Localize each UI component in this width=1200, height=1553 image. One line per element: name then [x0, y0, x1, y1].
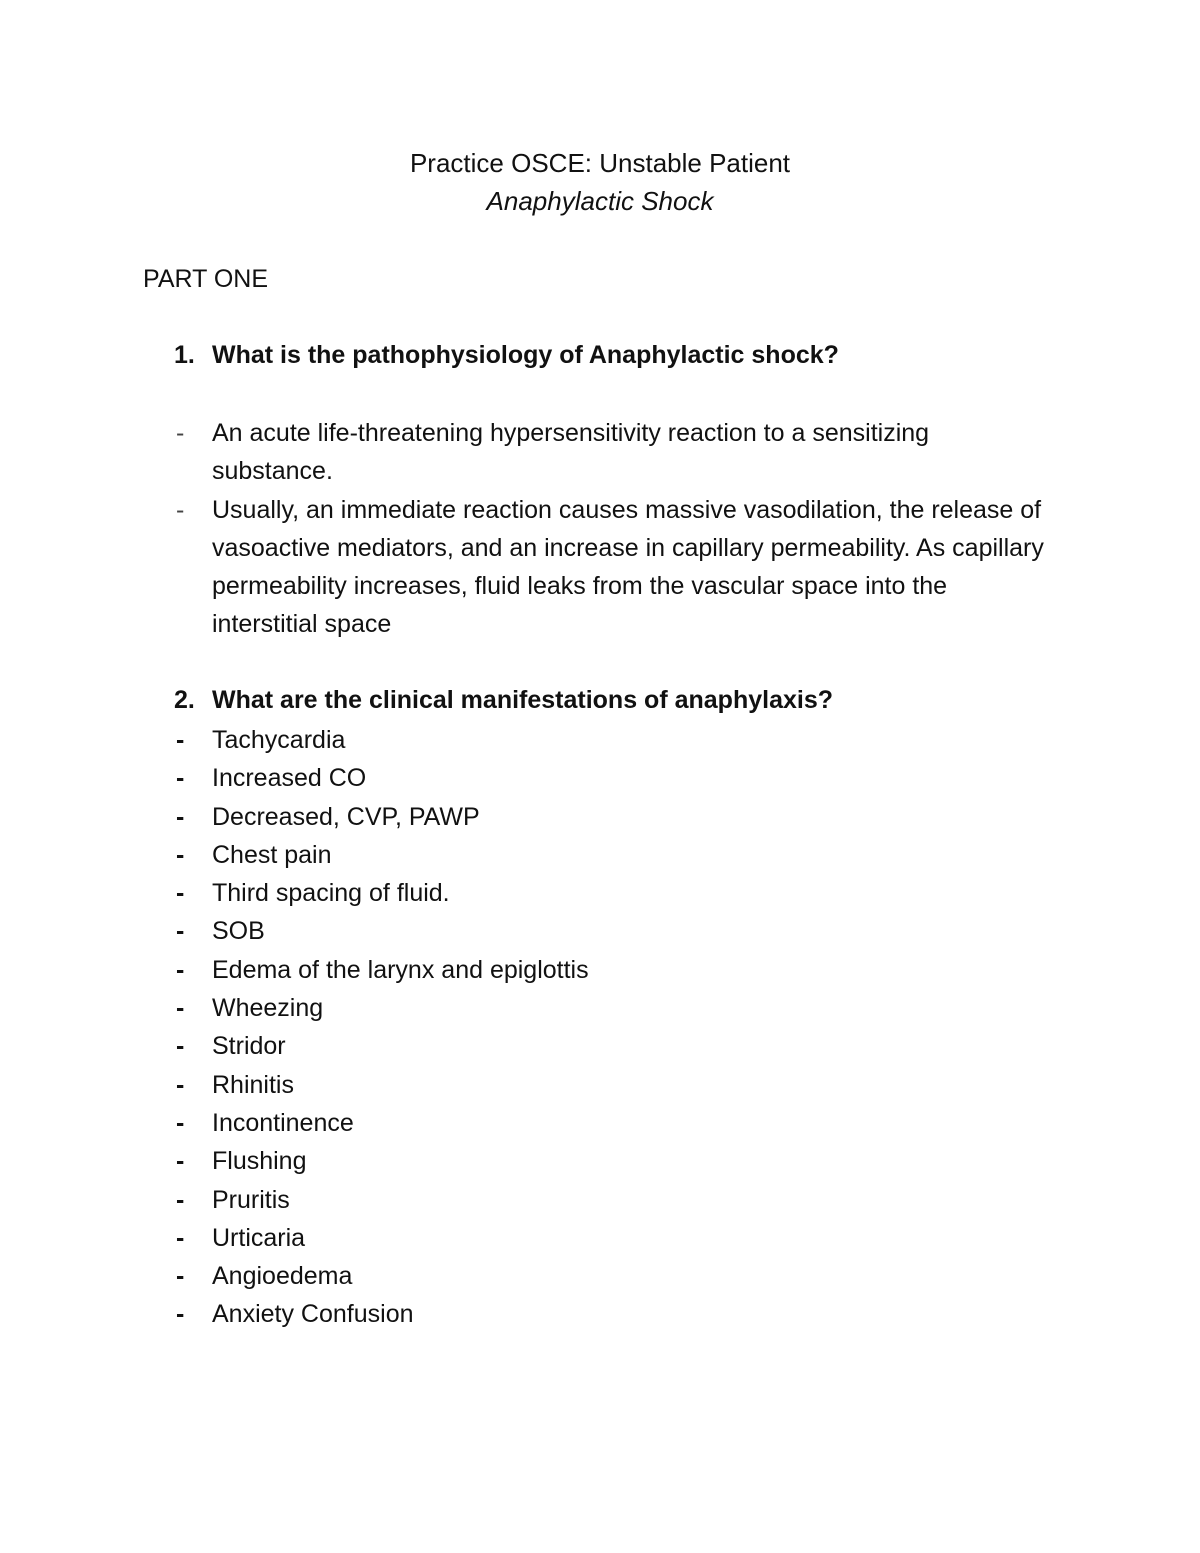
bullet-dash: -: [176, 1070, 185, 1099]
list-item: [174, 836, 589, 874]
list-item: [174, 721, 589, 759]
answer-text: Flushing: [212, 1147, 307, 1176]
question-2-number: 2.: [174, 686, 195, 714]
bullet-dash: -: [176, 879, 185, 908]
list-item: [174, 1142, 589, 1180]
question-1-text: What is the pathophysiology of Anaphylactic shock?: [212, 341, 839, 369]
list-item: [174, 798, 589, 836]
answer-text: Urticaria: [212, 1223, 306, 1252]
list-item: [174, 491, 1054, 644]
answer-text: Anxiety Confusion: [212, 1300, 414, 1329]
answer-text: Chest pain: [212, 840, 332, 869]
list-item: [174, 1104, 589, 1142]
bullet-dash: -: [176, 1262, 185, 1291]
question-2-answers: [174, 721, 589, 1334]
answer-text: Stridor: [212, 1032, 286, 1061]
answer-text: Pruritis: [212, 1185, 290, 1214]
bullet-dash: -: [176, 917, 185, 946]
list-item: [174, 759, 589, 797]
bullet-dash: -: [176, 1185, 185, 1214]
bullet-dash: -: [176, 802, 185, 831]
answer-text: SOB: [212, 917, 265, 946]
list-item: [174, 874, 589, 912]
question-2: [174, 683, 833, 717]
answer-text: Decreased, CVP, PAWP: [212, 802, 480, 831]
answer-text: Edema of the larynx and epiglottis: [212, 955, 589, 984]
list-item: [174, 1066, 589, 1104]
answer-text: Incontinence: [212, 1108, 354, 1137]
answer-text: Angioedema: [212, 1262, 353, 1291]
bullet-dash: -: [176, 764, 185, 793]
bullet-dash: -: [176, 1032, 185, 1061]
list-item: [174, 951, 589, 989]
bullet-dash: -: [176, 994, 185, 1023]
question-1-number: 1.: [174, 341, 195, 369]
question-1: [174, 338, 839, 372]
bullet-dash: -: [176, 1300, 185, 1329]
question-2-text: What are the clinical manifestations of anaphylaxis?: [212, 686, 833, 714]
answer-text: Wheezing: [212, 994, 324, 1023]
document-title: Practice OSCE: Unstable Patient: [409, 148, 791, 178]
answer-text: Increased CO: [212, 764, 367, 793]
list-item: [174, 989, 589, 1027]
list-item: [174, 414, 1054, 491]
list-item: [174, 912, 589, 950]
bullet-dash: -: [176, 726, 185, 754]
list-item: [174, 1219, 589, 1257]
list-item: [174, 1295, 589, 1333]
list-item: [174, 1181, 589, 1219]
bullet-dash: -: [176, 955, 185, 984]
bullet-dash: -: [176, 1108, 185, 1137]
answer-text: Third spacing of fluid.: [212, 879, 450, 908]
bullet-dash: -: [176, 1223, 185, 1252]
bullet-dash: -: [176, 495, 185, 524]
part-heading: PART ONE: [143, 265, 269, 293]
answer-text: Usually, an immediate reaction causes massive vasodilation, the release of vasoactive mediators, and an increase in capillary permeability. As capillary permeability increases, fluid leaks from the vascular space into the interstitial space: [212, 495, 1044, 639]
answer-text: An acute life-threatening hypersensitivity reaction to a sensitizing substance.: [212, 419, 930, 486]
bullet-dash: -: [176, 840, 185, 869]
answer-text: Rhinitis: [212, 1070, 294, 1099]
document-subtitle: Anaphylactic Shock: [486, 186, 714, 216]
bullet-dash: -: [176, 419, 185, 447]
question-1-answers: [174, 414, 1054, 644]
list-item: [174, 1257, 589, 1295]
list-item: [174, 1027, 589, 1065]
answer-text: Tachycardia: [212, 726, 346, 754]
bullet-dash: -: [176, 1147, 185, 1176]
